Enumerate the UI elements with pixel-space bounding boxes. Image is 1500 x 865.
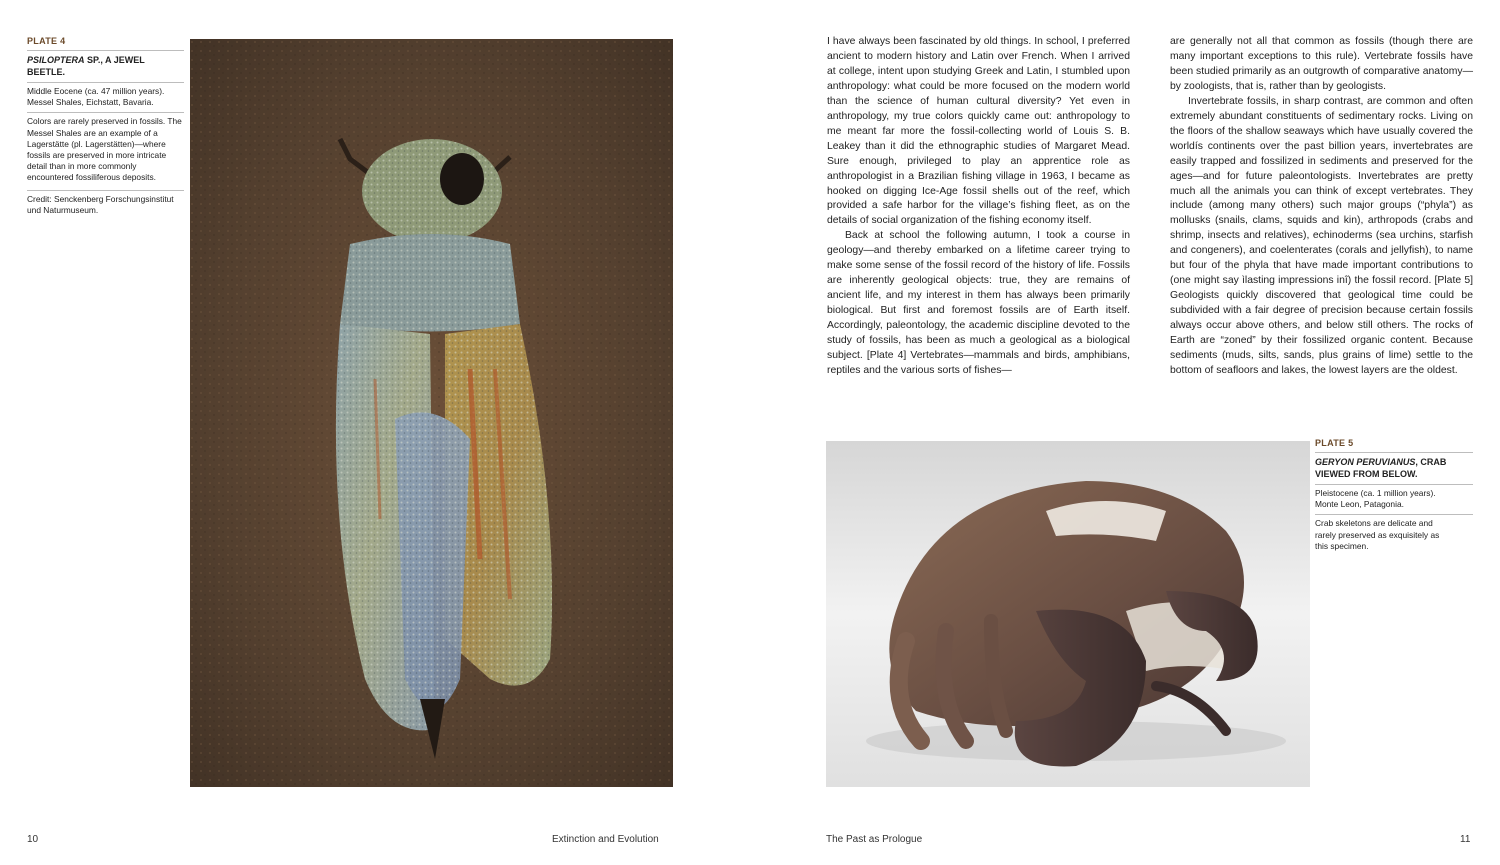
plate-4-title-genus: PSILOPTERA [27, 55, 85, 65]
right-page-number: 11 [1460, 834, 1471, 845]
fossil-beetle-photo [190, 39, 673, 787]
right-running-title: The Past as Prologue [826, 834, 923, 845]
left-page-number: 10 [27, 834, 39, 845]
plate-5-title [1315, 456, 1473, 480]
plate-4-credit: Credit: Senckenberg Forschungsinstitut und Naturmuseum. [27, 193, 174, 215]
plate-5-caption [1315, 438, 1473, 552]
plate-4-title [27, 54, 184, 78]
plate-4-age-line-1: Middle Eocene (ca. 47 million years). [27, 86, 165, 96]
plate-5-description: Crab skeletons are delicate and rarely preserved as exquisitely as this specimen. [1315, 518, 1440, 551]
col2-paragraph-1: are generally not all that common as fossils (though there are many important exceptions to this rule). Vertebrate fossils have been studied primarily as an outgrowth of comparative anatomy—by zoologists, that is, rather than by geologists. [1170, 36, 1473, 92]
body-column-2 [1170, 35, 1473, 379]
plate-4-title-rest: SP., A JEWEL BEETLE. [27, 55, 145, 77]
col1-paragraph-2: Back at school the following autumn, I took a course in geology—and thereby embarked on a lifetime career trying to make some sense of the fossil record of the history of life. Fossils are inherently geological objects: true, they are remains of ancient life, and my interest in them has always been primarily biological. But first and foremost fossils are of Earth itself. Accordingly, paleontology, the academic discipline devoted to the study of fossils, has been as much a geological as a biological subject. [Plate 4] Vertebrates—mammals and birds, amphibians, reptiles and the various sorts of fishes— [827, 230, 1130, 376]
plate-5-title-species: GERYON PERUVIANUS [1315, 457, 1416, 467]
plate-5-label: PLATE 5 [1315, 438, 1354, 448]
left-running-title: Extinction and Evolution [552, 834, 659, 845]
body-column-1 [827, 35, 1130, 379]
col1-paragraph-1: I have always been fascinated by old things. In school, I preferred ancient to modern history and Latin over French. When I arrived at college, intent upon studying Greek and Latin, I stumbled upon anthropology: what could be more focused on the modern world than the science of human cultural diversity? Yet even in anthropology, my true colors quickly came out: anthropology to me meant far more the fossil-collecting world of Louis S. B. Leakey than it did the ethnographic studies of Margaret Mead. Sure enough, privileged to play an apprentice role as anthropologist in a Brazilian fishing village in 1963, I became as hooked on digging Ice-Age fossil shells out of the reef, which provided a safe harbor for the village’s fishing fleet, as on the details of social organization of the fishing economy itself. [827, 36, 1130, 227]
fossil-crab-photo [826, 441, 1310, 787]
plate-5-age-line-2: Monte Leon, Patagonia. [1315, 499, 1404, 510]
plate-5-age-line-1: Pleistocene (ca. 1 million years). [1315, 488, 1436, 498]
plate-4-age-line-2: Messel Shales, Eichstatt, Bavaria. [27, 97, 154, 108]
plate-4-label: PLATE 4 [27, 36, 66, 46]
plate-5-title-rest: , CRAB VIEWED FROM BELOW. [1315, 457, 1447, 479]
plate-4-caption [27, 36, 184, 216]
plate-4-description: Colors are rarely preserved in fossils. The Messel Shales are an example of a Lagerstätte (pl. Lagerstätten)—where fossils are preserved in more intricate detail than in more commonly encountered fossiliferous deposits. [27, 116, 182, 183]
plate-5-age [1315, 488, 1473, 510]
col2-paragraph-2: Invertebrate fossils, in sharp contrast, are common and often extremely abundant constituents of sedimentary rocks. Living on the floors of the shallow seaways which have usually covered the worldís continents over the past billion years, invertebrates are easily trapped and fossilized in sediments and preserved for the ages—and for future paleontologists. Invertebrates are pretty much all the animals you can think of except vertebrates. They include (among many others) such major groups (“phyla”) as mollusks (snails, clams, squids and kin), arthropods (crabs and shrimp, insects and relatives), echinoderms (sea urchins, starfish and congeners), and coelenterates (corals and jellyfish), to name but four of the phyla that have made important contributions to (one might say ìlasting impressions inî) the fossil record. [Plate 5] Geologists quickly discovered that geological time could be subdivided with a fair degree of precision because certain fossils always occur above others, and below still others. The rocks of Earth are “zoned” by their fossilized organic content. Because sediments (muds, silts, sands, plus grains of lime) settle to the bottom of seafloors and lakes, the lowest layers are the oldest. [1170, 95, 1473, 376]
plate-4-age [27, 86, 184, 108]
